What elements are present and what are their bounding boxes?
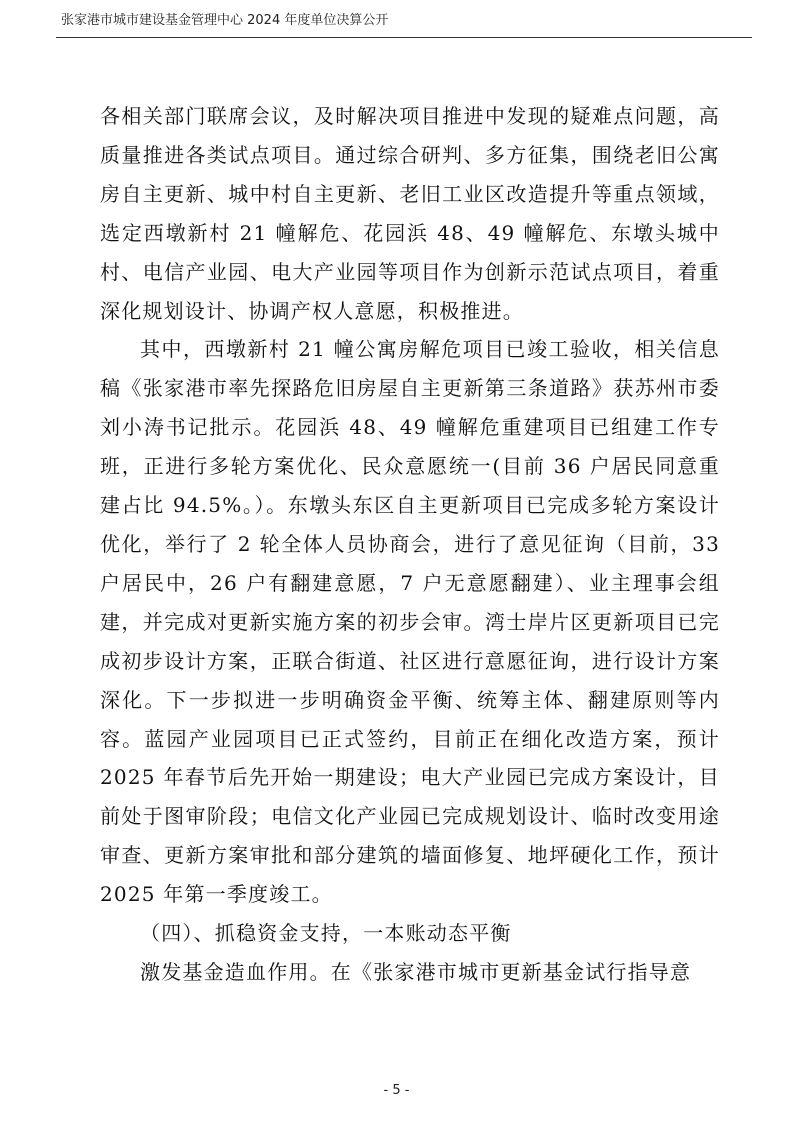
paragraph-fund-role: 激发基金造血作用。在《张家港市城市更新基金试行指导意 — [140, 959, 692, 984]
page-number: - 5 - — [383, 1083, 410, 1098]
page-header — [61, 12, 751, 30]
header-divider — [56, 37, 752, 38]
header-title: 张家港市城市建设基金管理中心 2024 年度单位决算公开 — [61, 13, 389, 28]
page-footer — [0, 1083, 793, 1098]
section-heading: （四）、抓稳资金支持，一本账动态平衡 — [140, 921, 512, 946]
document-body — [100, 97, 720, 992]
paragraph-continuation: 各相关部门联席会议，及时解决项目推进中发现的疑难点问题，高质量推进各类试点项目。通过综合研判、多方征集，围绕老旧公寓房自主更新、城中村自主更新、老旧工业区改造提升等重点领域，选定西墩新村 21 幢解危、花园浜 48、49 幢解危、东墩头城中村、电信产业园、电大产业园等项目作为创新示范试点项目，着重深化规划设计、协调产权人意愿，积极推进。 — [100, 104, 720, 323]
paragraph-pilot-progress: 其中，西墩新村 21 幢公寓房解危项目已竣工验收，相关信息稿《张家港市率先探路危旧房屋自主更新第三条道路》获苏州市委刘小涛书记批示。花园浜 48、49 幢解危重建项目已组建工作专班，正进行多轮方案优化、民众意愿统一(目前 36 户居民同意重建占比 94.5%。）。东墩头东区自主更新项目已完成多轮方案设计优化，举行了 2 轮全体人员协商会，进行了意见征询（目前，33 户居民中，26 户有翻建意愿，7 户无意愿翻建）、业主理事会组建，并完成对更新实施方案的初步会审。湾士岸片区更新项目已完成初步设计方案，正联合街道、社区进行意愿征询，进行设计方案深化。下一步拟进一步明确资金平衡、统筹主体、翻建原则等内容。蓝园产业园项目已正式签约，目前正在细化改造方案，预计 2025 年春节后先开始一期建设；电大产业园已完成方案设计，目前处于图审阶段；电信文化产业园已完成规划设计、临时改变用途审查、更新方案审批和部分建筑的墙面修复、地坪硬化工作，预计 2025 年第一季度竣工。 — [100, 337, 720, 907]
